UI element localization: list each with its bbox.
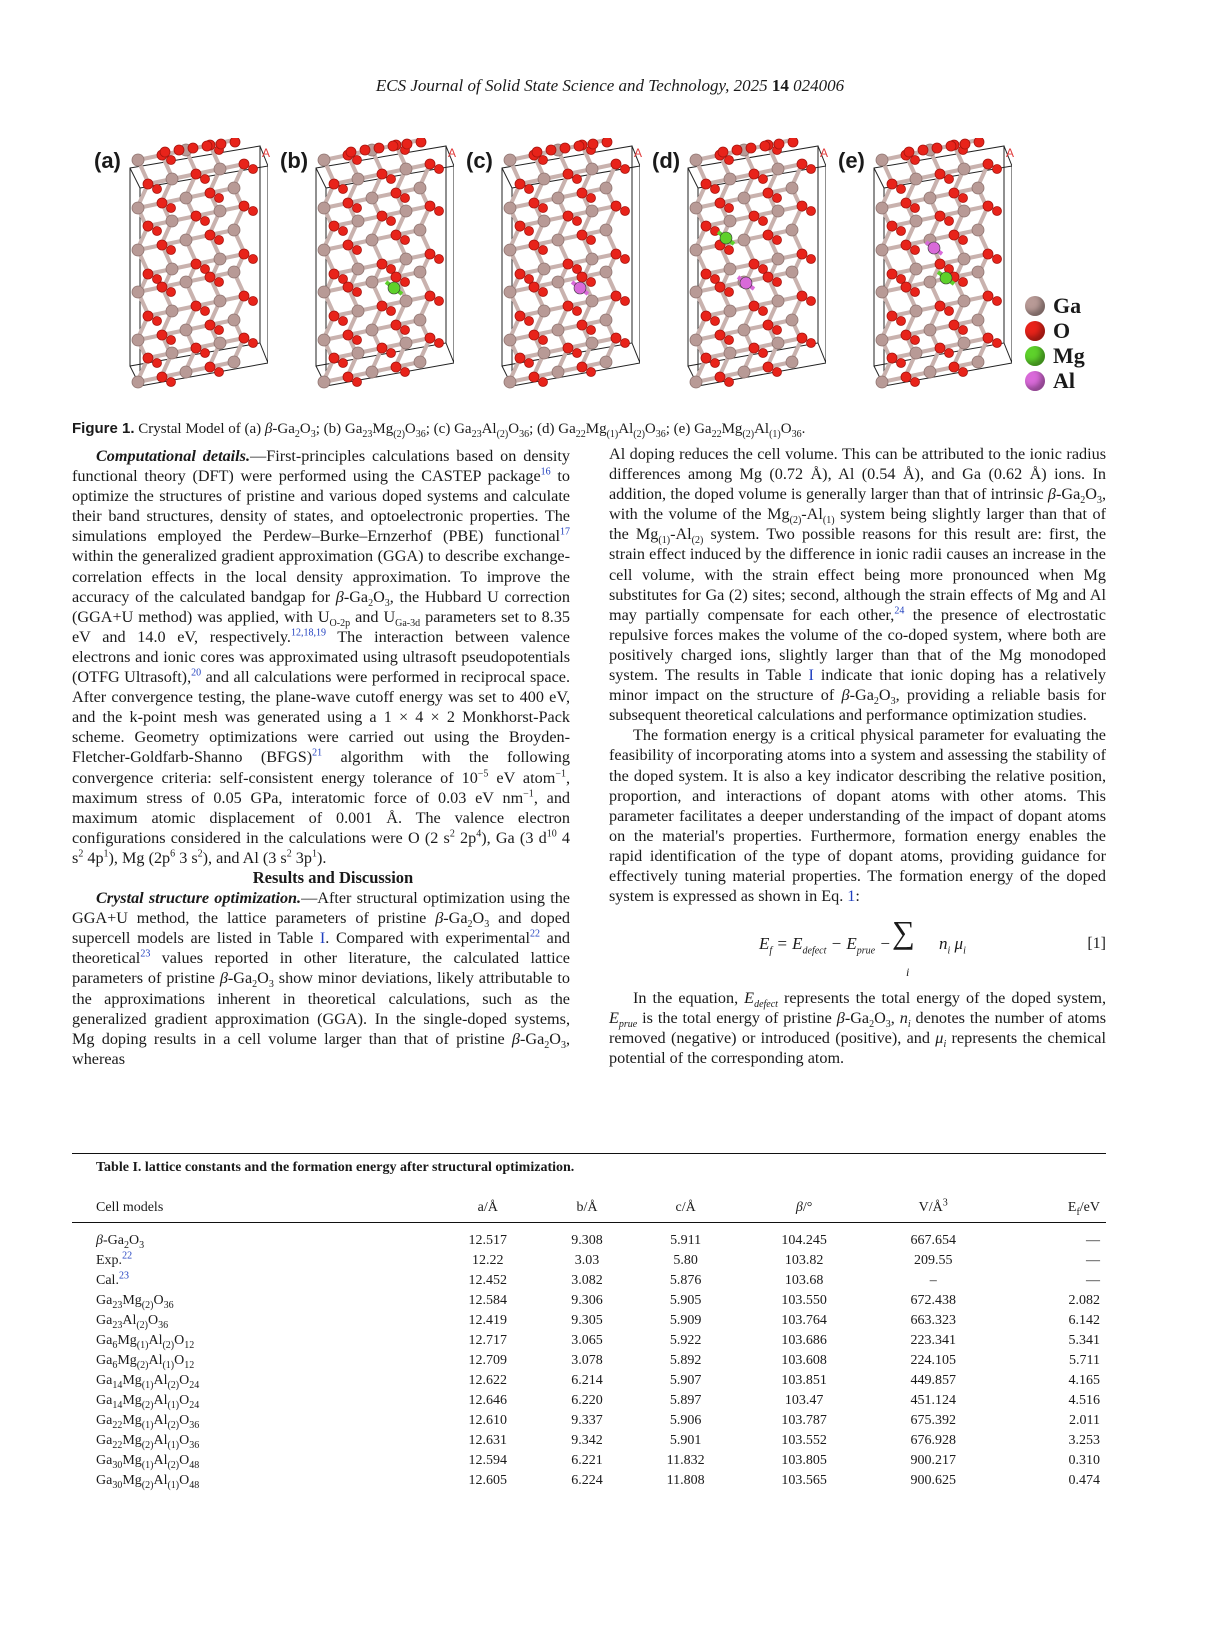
table-cell: 12.610 [468,1413,507,1428]
table-cell: 3.253 [1068,1433,1100,1448]
table-cell: 6.221 [571,1453,603,1468]
table-cell: 3.03 [574,1253,600,1268]
table-cell: 676.928 [910,1433,956,1448]
table-cell: 663.323 [910,1313,956,1328]
table-cell: $Ga_{30}Mg_{(1)}Al_{(2)}O_{48}$ [96,1453,200,1471]
table-cell: $Ga_{23}Mg_{(2)}O_{36}$ [96,1293,174,1311]
table-row [72,1291,1106,1311]
table-cell: 12.631 [468,1433,507,1448]
table-row [72,1391,1106,1411]
axis-corner-label: A [1005,146,1014,160]
table-row [72,1251,1106,1271]
table-cell: 4.165 [1068,1373,1100,1388]
journal-year: , 2025 [725,76,772,95]
legend-item [1025,343,1145,368]
table-cell: 5.711 [1069,1353,1100,1368]
panel-label: (a) [94,148,121,173]
volume-discussion-paragraph: Al doping reduces the cell volume. This can be attributed to the ionic radius differences among Mg (0.72 Å), Al (0.54 Å), and Ga (0.62 Å) ions. In addition, the doped volume is generally larger than that of intrinsic $\beta-Ga_2O_3$, with the volume of the $Mg_{(2)}-Al_{(1)}$ system being slightly larger than that of the $Mg_{(1)}-Al_{(2)}$ system. Two possible reasons for this result are: first, the strain effect induced by the difference in ionic radii causes an increase in the cell volume, with the strain effect being more pronounced when Mg substitutes for Ga (2) sites; second, although the strain effects of Mg and Al may partially compensate for each other,$^{24}$ the presence of electrostatic repulsive forces makes the volume of the co-doped system, where both are positively charged ions, slightly larger than that of the Mg monodoped system. The results in Table I indicate that ionic doping has a relatively minor impact on the structure of $\beta-Ga_2O_3$, providing a reliable basis for subsequent theoretical calculations and performance optimization studies. [609,445,1106,725]
table-cell: 900.217 [910,1453,956,1468]
table-cell: 224.105 [910,1353,956,1368]
table-row [72,1371,1106,1391]
journal-volume: 14 [771,76,789,95]
table-cell: 12.622 [468,1373,507,1388]
table-cell: 11.832 [666,1453,705,1468]
table-cell: 5.341 [1068,1333,1100,1348]
table-cell: Exp.$^{22}$ [96,1250,133,1268]
table-header-cell: Cell models [72,1198,433,1223]
table-cell: 5.80 [673,1253,698,1268]
crystal-structure-text: —After structural optimization using the GGA+U method, the lattice parameters of pristine $\beta-Ga_2O_3$ and doped supercell models are listed in Table I. Compared with experimental$^{22}$ and theoretical$^{23}$ values reported in other literature, the calculated lattice parameters of pristine $\beta-Ga_2O_3$ show minor deviations, likely attributable to the approximations inherent in theoretical calculations, such as the generalized gradient approximation (GGA). In the single-doped systems, Mg doping results in a cell volume larger than that of pristine $\beta-Ga_2O_3$, whereas [72,889,571,1068]
table-cell: 672.438 [910,1293,956,1308]
table-cell: $Ga_6Mg_{(2)}Al_{(1)}O_{12}$ [96,1353,195,1371]
table-row [72,1471,1106,1491]
table-row [72,1223,1106,1252]
table-cell: 0.310 [1068,1453,1100,1468]
table-cell: $Ga_{22}Mg_{(2)}Al_{(1)}O_{36}$ [96,1433,200,1451]
crystal-structure-paragraph [72,888,570,1069]
figure-caption [72,420,1152,438]
lattice-table [72,1198,1106,1491]
table-cell: 103.608 [781,1353,827,1368]
legend-label: O [1053,317,1071,343]
sum-symbol: ∑ [892,914,915,951]
equation-1 [609,914,1106,982]
table-cell: $Ga_{22}Mg_{(1)}Al_{(2)}O_{36}$ [96,1413,200,1431]
table-cell: 4.516 [1068,1393,1100,1408]
computational-details-paragraph [72,446,570,868]
formation-energy-paragraph: The formation energy is a critical physical parameter for evaluating the feasibility of incorporating atoms into a system and assessing the stability of the doped system. It is also a key indicator describing the relative position, proportion, and interactions of dopant atoms with other atoms. This parameter facilitates a deeper understanding of the impact of dopant atoms on the material's properties. Furthermore, formation energy enables the rapid identification of the type of dopant atoms, providing guidance for effectively tuning material properties. The formation energy of the doped system is expressed as shown in Eq. 1: [609,726,1106,906]
crystal-structure-heading: Crystal structure optimization. [96,889,302,908]
equation-lhs: $E_f = E_{defect} - E_{prue}$ − [759,934,891,957]
legend-swatch [1025,371,1045,391]
table-cell: 12.646 [468,1393,507,1408]
table-cell: 12.452 [468,1273,507,1288]
table-cell: 9.305 [571,1313,603,1328]
table-cell: 12.594 [468,1453,507,1468]
element-legend [1025,293,1145,393]
table-cell: 9.342 [571,1433,603,1448]
legend-item [1025,318,1145,343]
table-cell: — [1086,1273,1100,1288]
table-cell: 12.605 [468,1473,507,1488]
table-header-row [72,1198,1106,1223]
table-cell: 12.709 [468,1353,507,1368]
table-cell: 103.68 [784,1273,824,1288]
table-cell: 12.517 [468,1233,507,1248]
table-cell: 103.47 [784,1393,824,1408]
table-title: Table I. lattice constants and the formation energy after structural optimization. [96,1160,575,1175]
table-cell: 9.306 [571,1293,603,1308]
legend-label: Mg [1053,342,1085,368]
panel-label: (b) [280,148,309,173]
table-cell: 5.876 [669,1273,702,1288]
figure-caption-label: Figure 1. [72,420,135,437]
legend-item [1025,368,1145,393]
table-cell: 12.22 [471,1253,504,1268]
table-cell: 103.82 [784,1253,824,1268]
article-number: 024006 [788,76,845,95]
panel-label: (d) [652,148,681,173]
table-cell: 5.901 [669,1433,702,1448]
legend-swatch [1025,346,1045,366]
table-cell: 103.550 [781,1293,827,1308]
table-cell: 3.065 [571,1333,603,1348]
table-1 [72,1153,1106,1491]
table-cell: 9.337 [571,1413,603,1428]
crystal-panel [648,138,826,420]
table-cell: 451.124 [910,1393,956,1408]
table-cell: 675.392 [910,1413,956,1428]
table-cell: 667.654 [910,1233,956,1248]
table-cell: 6.142 [1068,1313,1100,1328]
table-cell: Cal.$^{23}$ [96,1270,129,1288]
table-cell: — [1086,1253,1100,1268]
table-cell: 209.55 [913,1253,953,1268]
table-body [72,1223,1106,1492]
table-row [72,1351,1106,1371]
panel-label: (c) [466,148,493,173]
table-cell: — [1086,1233,1100,1248]
table-cell: 12.717 [468,1333,507,1348]
legend-swatch [1025,321,1045,341]
crystal-panel [462,138,640,420]
figure-caption-text: Crystal Model of (a) $\beta-Ga_2O_3$; (b) $Ga_{23}Mg_{(2)}O_{36}$; (c) $Ga_{23}Al_{(2)}O_{36}$; (d) $Ga_{22}Mg_{(1)}Al_{(2)}O_{36}$; (e) $Ga_{22}Mg_{(2)}Al_{(1)}O_{36}$. [134,421,806,440]
table-cell: $\beta-Ga_2O_3$ [96,1233,145,1251]
table-cell: 900.625 [910,1473,956,1488]
table-cell: 103.552 [781,1433,827,1448]
table-cell: 2.082 [1068,1293,1100,1308]
table-cell: 103.851 [781,1373,827,1388]
table-cell: 449.857 [910,1373,956,1388]
equation-rhs: $n_i$ $\mu_i$ [939,934,966,957]
table-cell: 5.907 [669,1373,702,1388]
table-cell: $Ga_{30}Mg_{(2)}Al_{(1)}O_{48}$ [96,1473,200,1491]
table-cell: 5.922 [669,1333,702,1348]
crystal-panel [90,138,268,420]
legend-swatch [1025,296,1045,316]
equation-number: [1] [1087,935,1106,953]
table-cell: 223.341 [910,1333,956,1348]
table-header-cell: $V/Å^3$ [869,1198,998,1223]
crystal-structure-image [276,138,454,420]
panel-label: (e) [838,148,865,173]
table-cell: 12.584 [468,1293,507,1308]
table-row [72,1411,1106,1431]
axis-corner-label: A [819,146,828,160]
table-cell: 9.308 [571,1233,603,1248]
table-cell: 6.220 [571,1393,603,1408]
table-cell: 3.082 [571,1273,603,1288]
table-row [72,1431,1106,1451]
table-header-cell: $E_f/eV$ [998,1198,1106,1223]
legend-label: Ga [1053,292,1082,318]
table-cell: 3.078 [571,1353,603,1368]
axis-corner-label: A [447,146,456,160]
table-cell: 6.214 [571,1373,603,1388]
table-row [72,1311,1106,1331]
section-heading: Results and Discussion [252,867,414,887]
table-cell: 5.892 [669,1353,702,1368]
table-cell: $Ga_6Mg_{(1)}Al_{(2)}O_{12}$ [96,1333,195,1351]
crystal-structure-image [90,138,268,420]
table-header-cell: b/Å [542,1198,631,1223]
table-cell: 103.565 [781,1473,827,1488]
table-cell: 6.224 [571,1473,603,1488]
axis-corner-label: A [261,146,270,160]
right-column [609,444,1106,1069]
table-cell: 103.787 [781,1413,827,1428]
table-cell: 2.011 [1069,1413,1100,1428]
table-cell: 0.474 [1068,1473,1100,1488]
table-cell: 104.245 [781,1233,827,1248]
table-header-cell: β/° [740,1198,869,1223]
sum-index: i [906,965,910,980]
table-cell: – [929,1273,937,1288]
figure-1 [90,138,1150,420]
table-cell: $Ga_{23}Al_{(2)}O_{36}$ [96,1313,169,1331]
table-cell: 5.909 [669,1313,702,1328]
table-header-cell: c/Å [632,1198,740,1223]
table-cell: 5.897 [669,1393,702,1408]
journal-name: ECS Journal of Solid State Science and Technology [375,76,726,95]
table-header-cell: a/Å [433,1198,542,1223]
crystal-structure-image [834,138,1012,420]
table-cell: $Ga_{14}Mg_{(1)}Al_{(2)}O_{24}$ [96,1373,200,1391]
crystal-structure-image [462,138,640,420]
table-cell: 5.906 [669,1413,702,1428]
computational-details-heading: Computational details. [96,447,251,465]
legend-item [1025,293,1145,318]
table-cell: 5.905 [669,1293,702,1308]
computational-details-text: —First-principles calculations based on density functional theory (DFT) were performed using the CASTEP package$^{16}$ to optimize the structures of pristine and various doped systems and calculate their band structures, density of states, and optoelectronic properties. The simulations employed the Perdew–Burke–Ernzerhof (PBE) functional$^{17}$ within the generalized gradient approximation (GGA) to describe exchange-correlation effects in the local density approximation. To improve the accuracy of the calculated bandgap for $\beta-Ga_2O_3$, the Hubbard U correction (GGA+U method) was applied, with $U_{O-2p}$ and $U_{Ga-3d}$ parameters set to 8.35 eV and 14.0 eV, respectively.$^{12,18,19}$ The interaction between valence electrons and ionic cores was approximated using ultrasoft pseudopotentials (OTFG Ultrasoft),$^{20}$ and all calculations were performed in reciprocal space. After convergence testing, the plane-wave cutoff energy was set to 400 eV, and the k-point mesh was generated using a 1 × 4 × 2 Monkhorst-Pack scheme. Geometry optimizations were carried out using the Broyden-Fletcher-Goldfarb-Shanno (BFGS)$^{21}$ algorithm with the following convergence criteria: self-consistent energy tolerance of $10^{-5}$ eV atom$^{-1}$, maximum stress of 0.05 GPa, interatomic force of 0.03 eV $nm^{-1}$, and maximum atomic displacement of 0.001 Å. The valence electron configurations considered in the calculations were O (2 $s^2$ $2p^4$), Ga (3 $d^{10}$ 4 $s^2$ $4p^1$), Mg ($2p^6$ 3 $s^2$), and Al (3 $s^2$ $3p^1$). [72,447,571,867]
table-cell: 103.686 [781,1333,827,1348]
table-row [72,1271,1106,1291]
table-cell: 103.805 [781,1453,827,1468]
table-cell: 103.764 [781,1313,827,1328]
table-row [72,1331,1106,1351]
left-column [72,446,570,1069]
crystal-panel [276,138,454,420]
axis-corner-label: A [633,146,642,160]
crystal-panel [834,138,1012,420]
legend-label: Al [1053,367,1075,393]
table-cell: 12.419 [468,1313,507,1328]
equation-explanation-paragraph: In the equation, $E_{defect}$ represents the total energy of the doped system, $E_{prue}$ is the total energy of pristine $\beta-Ga_2O_3$, $n_i$ denotes the number of atoms removed (negative) or introduced (positive), and $\mu_i$ represents the chemical potential of the corresponding atom. [609,989,1107,1068]
running-head [0,76,1220,96]
crystal-structure-image [648,138,826,420]
table-row [72,1451,1106,1471]
table-cell: $Ga_{14}Mg_{(2)}Al_{(1)}O_{24}$ [96,1393,200,1411]
table-cell: 11.808 [666,1473,705,1488]
table-cell: 5.911 [670,1233,702,1248]
